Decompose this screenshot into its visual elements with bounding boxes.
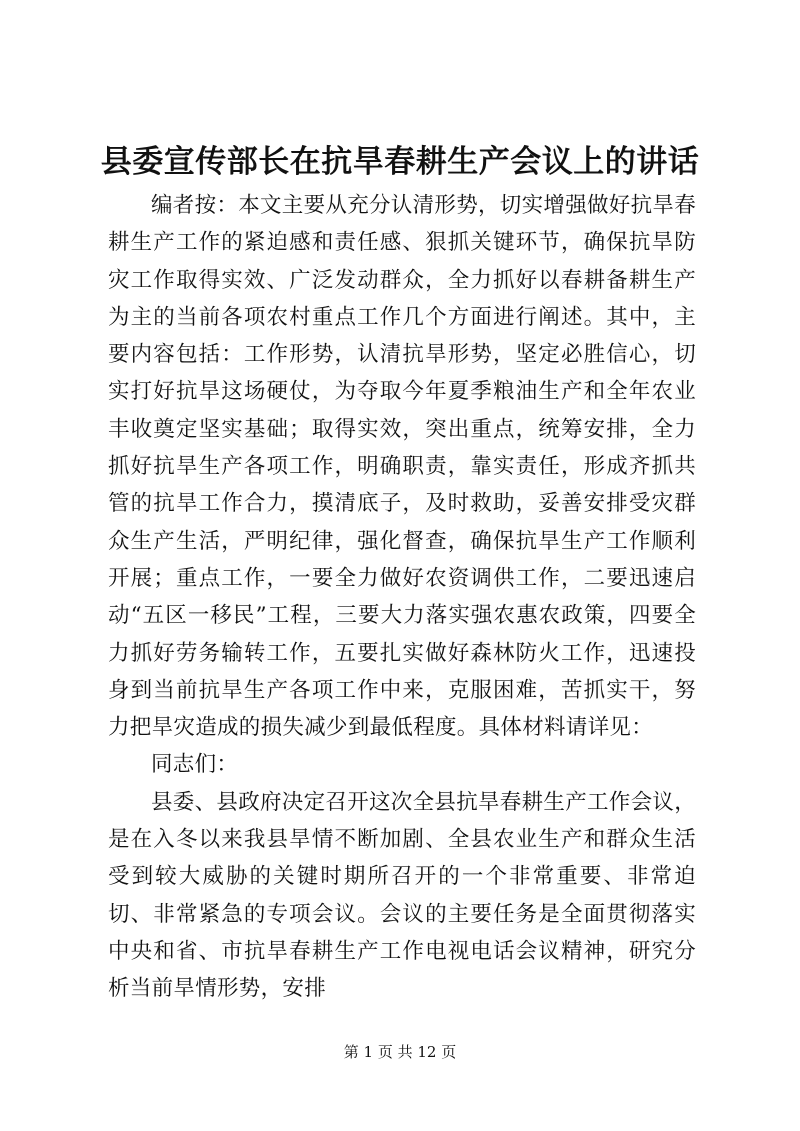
page-number: 第 1 页 共 12 页: [343, 1043, 457, 1061]
editor-note-paragraph: 编者按：本文主要从充分认清形势，切实增强做好抗旱春耕生产工作的紧迫感和责任感、狠抓关键环节，确保抗旱防灾工作取得实效、广泛发动群众，全力抓好以春耕备耕生产为主的当前各项农村重点工作几个方面进行阐述。其中，主要内容包括：工作形势，认清抗旱形势，坚定必胜信心，切实打好抗旱这场硬仗，为夺取今年夏季粮油生产和全年农业丰收奠定坚实基础；取得实效，突出重点，统筹安排，全力抓好抗旱生产各项工作，明确职责，靠实责任，形成齐抓共管的抗旱工作合力，摸清底子，及时救助，妥善安排受灾群众生产生活，严明纪律，强化督查，确保抗旱生产工作顺利开展；重点工作，一要全力做好农资调供工作，二要迅速启动“五区一移民”工程，三要大力落实强农惠农政策，四要全力抓好劳务输转工作，五要扎实做好森林防火工作，迅速投身到当前抗旱生产各项工作中来，克服困难，苦抓实干，努力把旱灾造成的损失减少到最低程度。具体材料请详见：: [108, 193, 697, 741]
document-title: 县委宣传部长在抗旱春耕生产会议上的讲话: [100, 144, 700, 180]
salutation-paragraph: 同志们：: [151, 752, 239, 778]
body-paragraph: 县委、县政府决定召开这次全县抗旱春耕生产工作会议，是在入冬以来我县旱情不断加剧、全县农业生产和群众生活受到较大威胁的关键时期所召开的一个非常重要、非常迫切、非常紧急的专项会议。会议的主要任务是全面贯彻落实中央和省、市抗旱春耕生产工作电视电话会议精神，研究分析当前旱情形势，安排: [108, 789, 697, 1002]
document-body: [108, 187, 696, 1008]
page-footer: [0, 1042, 800, 1062]
